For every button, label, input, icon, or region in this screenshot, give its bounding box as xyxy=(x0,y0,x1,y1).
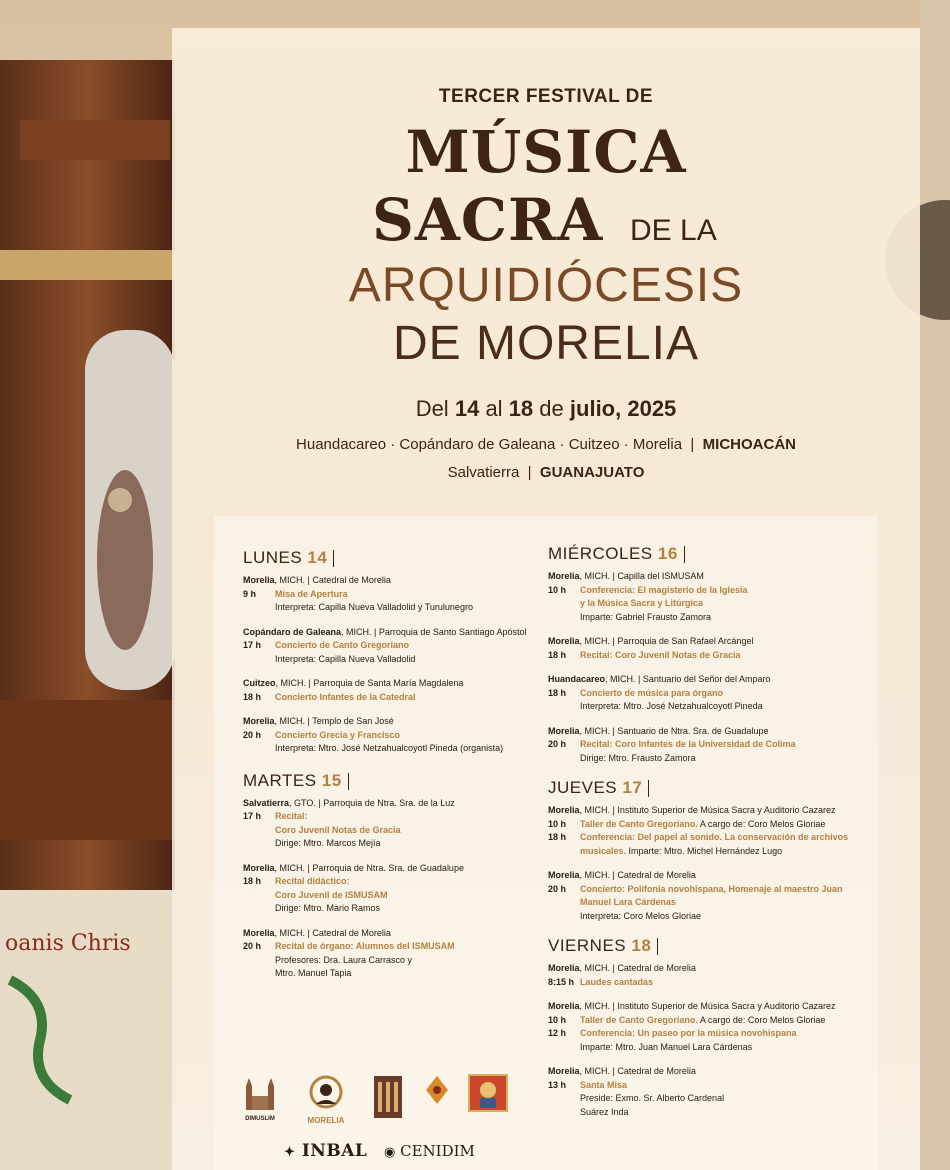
event-note-2: Suárez Inda xyxy=(580,1106,629,1117)
event-venue: Parroquia de San Rafael Arcángel xyxy=(617,636,754,646)
event xyxy=(548,869,866,923)
event-city: Morelia xyxy=(243,575,275,585)
event-time: 20 h xyxy=(243,729,262,740)
event-title-line xyxy=(580,649,866,663)
event-time: 18 h xyxy=(243,691,262,702)
day-name: LUNES xyxy=(243,548,303,567)
event-time: 9 h xyxy=(243,588,257,599)
day-number: 14 xyxy=(307,548,328,567)
event-details xyxy=(275,729,561,756)
event-city: Morelia xyxy=(548,1001,580,1011)
event-title-cont: musicales. xyxy=(580,845,627,856)
festival-logo xyxy=(424,1074,450,1118)
day-divider xyxy=(648,780,649,797)
event-state: , MICH. xyxy=(579,1066,611,1076)
event xyxy=(243,715,561,756)
event-title-line xyxy=(580,738,866,752)
day-number: 15 xyxy=(321,770,342,790)
event-city: Morelia xyxy=(548,870,580,880)
event-item xyxy=(548,1079,866,1120)
event-title: Santa Misa xyxy=(580,1079,628,1090)
event-item xyxy=(548,1027,866,1054)
event-venue: Catedral de Morelia xyxy=(617,870,696,880)
morelia-logo xyxy=(298,1074,354,1114)
event xyxy=(548,804,866,858)
event-details xyxy=(580,883,866,924)
event-title-line-2 xyxy=(580,597,866,611)
event-title-line xyxy=(580,584,866,598)
day-name: MARTES xyxy=(243,770,317,790)
program-column-left xyxy=(243,546,561,992)
event-venue: Catedral de Morelia xyxy=(617,1066,696,1076)
event-item xyxy=(548,584,866,625)
event-title-line-2 xyxy=(580,896,866,910)
event-venue: Instituto Superior de Música Sacra y Auditorio Cazarez xyxy=(617,805,836,815)
event-venue: Catedral de Morelia xyxy=(312,575,391,585)
event-location: Morelia, MICH. | Instituto Superior de Música Sacra y Auditorio Cazarez xyxy=(548,805,836,815)
event-title: Recital: Coro Juvenil Notas de Gracia xyxy=(580,649,741,660)
event-state: , MICH. xyxy=(579,805,611,815)
event xyxy=(243,862,561,916)
event-time: 12 h xyxy=(548,1028,567,1038)
event-item xyxy=(243,729,561,756)
event-state: , MICH. xyxy=(579,636,611,646)
event-city: Morelia xyxy=(548,725,580,736)
festival-dates: Del 14 al 18 de julio, 2025 xyxy=(415,396,677,421)
event-venue: Catedral de Morelia xyxy=(312,927,391,938)
event-item xyxy=(243,691,561,705)
event-title: Taller de Canto Gregoriano. xyxy=(580,818,698,829)
event-item xyxy=(243,639,561,666)
event-details xyxy=(275,875,561,916)
dimuslim-label: DIMUSLIM xyxy=(245,1116,275,1122)
event-details xyxy=(275,940,561,981)
event-title-cont: Coro Juvenil Notas de Gracia xyxy=(275,824,401,835)
event-title-line xyxy=(275,810,561,824)
day-name: VIERNES xyxy=(548,936,627,955)
event-details xyxy=(275,691,561,705)
event-title-line xyxy=(275,875,561,889)
event-time: 10 h xyxy=(548,1014,567,1025)
event-location: Morelia, MICH. | Catedral de Morelia xyxy=(548,963,696,973)
event-city: Morelia xyxy=(548,1066,580,1076)
event-item xyxy=(548,687,866,714)
day-number: 17 xyxy=(622,778,643,797)
event-title: Taller de Canto Gregoriano. xyxy=(580,1014,698,1025)
event-item xyxy=(548,738,866,765)
program-column-right xyxy=(548,542,866,1130)
event-time: 18 h xyxy=(548,649,567,660)
event-title-line xyxy=(580,687,866,701)
event-time: 10 h xyxy=(548,584,567,595)
event-time: 20 h xyxy=(243,941,262,951)
event-venue: Capilla del ISMUSAM xyxy=(617,571,704,581)
event xyxy=(243,626,561,667)
event-details xyxy=(275,588,561,615)
event-city: Morelia xyxy=(548,636,580,646)
event-state: , MICH. xyxy=(341,626,372,637)
event xyxy=(243,797,561,851)
event-title-line-2 xyxy=(580,845,866,859)
event-location: Morelia, MICH. | Catedral de Morelia xyxy=(548,1066,696,1076)
event xyxy=(548,635,866,662)
event-state: , MICH. xyxy=(274,716,306,726)
event-title-line xyxy=(580,1079,866,1093)
event-note-2: Mtro. Manuel Tapia xyxy=(275,968,352,978)
event-city: Salvatierra xyxy=(243,797,290,808)
event-item xyxy=(548,1014,866,1028)
event-title-cont: Coro Juvenil de ISMUSAM xyxy=(275,889,388,900)
event-city: Huandacareo xyxy=(548,674,606,684)
event-location: Huandacareo, MICH. | Santuario del Señor del Amparo xyxy=(548,674,771,684)
event-item xyxy=(243,940,561,981)
ismusam-logo xyxy=(372,1074,404,1120)
event-venue: Santuario de Ntra. Sra. de Guadalupe xyxy=(617,725,769,736)
event-title-line xyxy=(275,588,561,602)
event-note: Interpreta: Coro Melos Gloriae xyxy=(580,910,702,921)
event-title-cont: y la Música Sacra y Litúrgica xyxy=(580,598,704,608)
event-time: 10 h xyxy=(548,818,567,829)
event-title-line xyxy=(275,940,561,954)
cenidim-logo: ◉ CENIDIM xyxy=(384,1142,475,1160)
event-time: 18 h xyxy=(548,687,567,698)
event-details xyxy=(580,738,866,765)
morelia-label: MORELIA xyxy=(307,1116,345,1125)
event-state: , MICH. xyxy=(579,870,611,880)
event-title: Concierto de Canto Gregoriano xyxy=(275,640,410,650)
event-note: Profesores: Dra. Laura Carrasco y xyxy=(275,954,413,965)
event-title-line xyxy=(580,883,866,897)
event-extra-2: Imparte: Mtro. Michel Hernández Lugo xyxy=(626,845,783,856)
dimuslim-logo xyxy=(240,1074,280,1114)
event-state: , MICH. xyxy=(579,963,611,973)
event-note: Interpreta: Capilla Nueva Valladolid xyxy=(275,653,416,664)
event-state: , MICH. xyxy=(275,678,306,688)
event-city: Morelia xyxy=(548,805,580,815)
event-city: Copándaro de Galeana xyxy=(243,626,342,637)
event-title: Conferencia: Del papel al sonido. La conservación de archivos xyxy=(580,832,849,842)
event-location: Salvatierra, GTO. | Parroquia de Ntra. Sra. de la Luz xyxy=(243,797,455,808)
event-extra: A cargo de: Coro Melos Gloriae xyxy=(697,1014,826,1025)
event-location: Cuitzeo, MICH. | Parroquia de Santa María Magdalena xyxy=(243,678,464,688)
event-title: Conferencia: Un paseo por la música novohispana xyxy=(580,1028,797,1038)
places-michoacan: Huandacareo · Copándaro de Galeana · Cuitzeo · Morelia | MICHOACÁN xyxy=(296,436,796,453)
event-note: Imparte: Mtro. Juan Manuel Lara Cárdenas xyxy=(580,1041,753,1052)
event-details xyxy=(580,1014,866,1028)
title-line-2: MÚSICA xyxy=(405,118,687,186)
event-item xyxy=(243,810,561,851)
event-item xyxy=(548,649,866,663)
event-title: Conferencia: El magisterio de la Iglesia xyxy=(580,584,748,595)
event-item xyxy=(243,588,561,615)
event xyxy=(548,673,866,714)
event-title: Recital de órgano: Alumnos del ISMUSAM xyxy=(275,941,455,951)
event-state: , MICH. xyxy=(274,927,306,938)
event-note: Dirige: Mtro. Marcos Mejía xyxy=(275,838,381,848)
places-guanajuato: Salvatierra | GUANAJUATO xyxy=(447,464,645,481)
event-extra: A cargo de: Coro Melos Gloriae xyxy=(697,818,826,829)
event-title: Concierto Infantes de la Catedral xyxy=(275,691,416,702)
event-state: , MICH. xyxy=(605,674,636,684)
event-time: 18 h xyxy=(548,832,567,842)
event-time: 20 h xyxy=(548,883,567,894)
event-title-cont: Manuel Lara Cárdenas xyxy=(580,897,677,907)
event-time: 20 h xyxy=(548,739,567,749)
event-item xyxy=(548,976,866,990)
day-heading xyxy=(243,546,561,570)
event-venue: Parroquia de Santa María Magdalena xyxy=(313,678,464,688)
event-city: Morelia xyxy=(548,963,580,973)
day-name: JUEVES xyxy=(548,778,618,797)
event-note: Interpreta: Mtro. José Netzahualcoyotl Pineda xyxy=(580,701,763,711)
artwork-logo xyxy=(468,1074,508,1112)
day-number: 18 xyxy=(631,936,652,955)
event-item xyxy=(548,831,866,858)
event-details xyxy=(580,649,866,663)
event-title-line xyxy=(275,729,561,743)
day-divider xyxy=(657,938,658,955)
title-line-3: SACRA xyxy=(372,186,604,254)
day-divider xyxy=(684,546,685,563)
event-details xyxy=(580,818,866,832)
event-note: Imparte: Gabriel Frausto Zamora xyxy=(580,611,712,622)
event-city: Morelia xyxy=(548,571,580,581)
event-venue: Parroquia de Ntra. Sra. de Guadalupe xyxy=(312,862,464,873)
svg-text:oanis Chris: oanis Chris xyxy=(5,931,131,956)
event-title-line xyxy=(275,691,561,705)
event-title-line-2 xyxy=(275,889,561,903)
event-location: Morelia, MICH. | Catedral de Morelia xyxy=(243,575,391,585)
event-title-line-2 xyxy=(275,824,561,838)
event-city: Morelia xyxy=(243,862,275,873)
event-details xyxy=(580,687,866,714)
event-details xyxy=(580,1027,866,1054)
event-location: Morelia, MICH. | Catedral de Morelia xyxy=(548,870,696,880)
event-venue: Templo de San José xyxy=(312,716,394,726)
event-location: Morelia, MICH. | Templo de San José xyxy=(243,716,394,726)
day-name: MIÉRCOLES xyxy=(548,544,653,563)
day-divider xyxy=(348,773,349,790)
event-item xyxy=(548,818,866,832)
event-details xyxy=(580,976,866,990)
event-time: 13 h xyxy=(548,1079,567,1090)
event-time: 17 h xyxy=(243,811,262,821)
event-time: 8:15 h xyxy=(548,976,575,987)
event-item xyxy=(548,883,866,924)
event-state: , MICH. xyxy=(579,1001,611,1011)
event-location: Morelia, MICH. | Parroquia de San Rafael Arcángel xyxy=(548,636,754,646)
event-details xyxy=(580,584,866,625)
event-city: Morelia xyxy=(243,716,275,726)
event-details xyxy=(275,810,561,851)
event xyxy=(243,927,561,981)
event-state: , MICH. xyxy=(579,571,611,581)
day-heading xyxy=(243,769,561,793)
event-note: Dirige: Mtro. Mario Ramos xyxy=(275,903,381,913)
day-divider xyxy=(333,550,334,567)
event-venue: Instituto Superior de Música Sacra y Auditorio Cazarez xyxy=(617,1001,836,1011)
event-time: 18 h xyxy=(243,876,262,886)
event-venue: Santuario del Señor del Amparo xyxy=(642,674,771,684)
event-location: Copándaro de Galeana, MICH. | Parroquia de Santo Santiago Apóstol xyxy=(243,626,527,637)
event-note: Preside: Exmo. Sr. Alberto Cardenal xyxy=(580,1093,725,1103)
day-heading xyxy=(548,776,866,800)
event-venue: Catedral de Morelia xyxy=(617,963,696,973)
event-title-line xyxy=(580,976,866,990)
event-title: Concierto: Polifonía novohispana, Homenaje al maestro Juan xyxy=(580,883,843,894)
event-details xyxy=(580,1079,866,1120)
event-title: Concierto de música para órgano xyxy=(580,687,724,698)
event-item xyxy=(243,875,561,916)
event-title-line xyxy=(580,831,866,845)
event-title-line xyxy=(580,818,866,832)
title-line-3b: DE LA xyxy=(630,214,717,247)
event-title: Recital didáctico: xyxy=(275,876,350,886)
event-location: Morelia, MICH. | Capilla del ISMUSAM xyxy=(548,571,704,581)
day-number: 16 xyxy=(657,544,678,563)
event-city: Cuitzeo xyxy=(243,678,276,688)
event xyxy=(548,570,866,624)
event-note: Interpreta: Capilla Nueva Valladolid y Turulunegro xyxy=(275,602,473,612)
event-note: Interpreta: Mtro. José Netzahualcoyotl Pineda (organista) xyxy=(275,743,504,753)
event xyxy=(548,1065,866,1119)
inbal-logo: ✦ INBAL xyxy=(284,1141,368,1161)
event-venue: Parroquia de Santo Santiago Apóstol xyxy=(378,626,527,637)
event-location: Morelia, MICH. | Instituto Superior de Música Sacra y Auditorio Cazarez xyxy=(548,1001,836,1011)
event xyxy=(243,677,561,704)
event-location: Morelia, MICH. | Santuario de Ntra. Sra. de Guadalupe xyxy=(548,725,769,736)
event-title: Concierto Grecia y Francisco xyxy=(275,729,401,740)
day-heading xyxy=(548,934,866,958)
event-title: Recital: Coro Infantes de la Universidad de Colima xyxy=(580,739,796,749)
event xyxy=(548,1000,866,1054)
event-title-line xyxy=(275,639,561,653)
day-heading xyxy=(548,542,866,566)
event-title: Laudes cantadas xyxy=(580,976,654,987)
event-state: , MICH. xyxy=(274,862,306,873)
event-title-line xyxy=(580,1014,866,1028)
event-title: Recital: xyxy=(275,811,308,821)
event xyxy=(548,725,866,766)
event xyxy=(243,574,561,615)
event-title-line xyxy=(580,1027,866,1041)
event-time: 17 h xyxy=(243,640,262,650)
title-line-4: ARQUIDIÓCESIS xyxy=(348,259,744,312)
title-line-1: TERCER FESTIVAL DE xyxy=(438,86,654,107)
event-title: Misa de Apertura xyxy=(275,588,348,599)
event-venue: Parroquia de Ntra. Sra. de la Luz xyxy=(323,797,455,808)
event-city: Morelia xyxy=(243,927,275,938)
event-state: , GTO. xyxy=(289,797,316,808)
event-details xyxy=(580,831,866,858)
event xyxy=(548,962,866,989)
event-state: , MICH. xyxy=(579,725,611,736)
event-location: Morelia, MICH. | Catedral de Morelia xyxy=(243,927,391,938)
event-state: , MICH. xyxy=(274,575,306,585)
event-location: Morelia, MICH. | Parroquia de Ntra. Sra. de Guadalupe xyxy=(243,862,464,873)
title-line-5: DE MORELIA xyxy=(392,317,700,370)
event-note: Dirige: Mtro. Frausto Zamora xyxy=(580,752,696,763)
event-details xyxy=(275,639,561,666)
